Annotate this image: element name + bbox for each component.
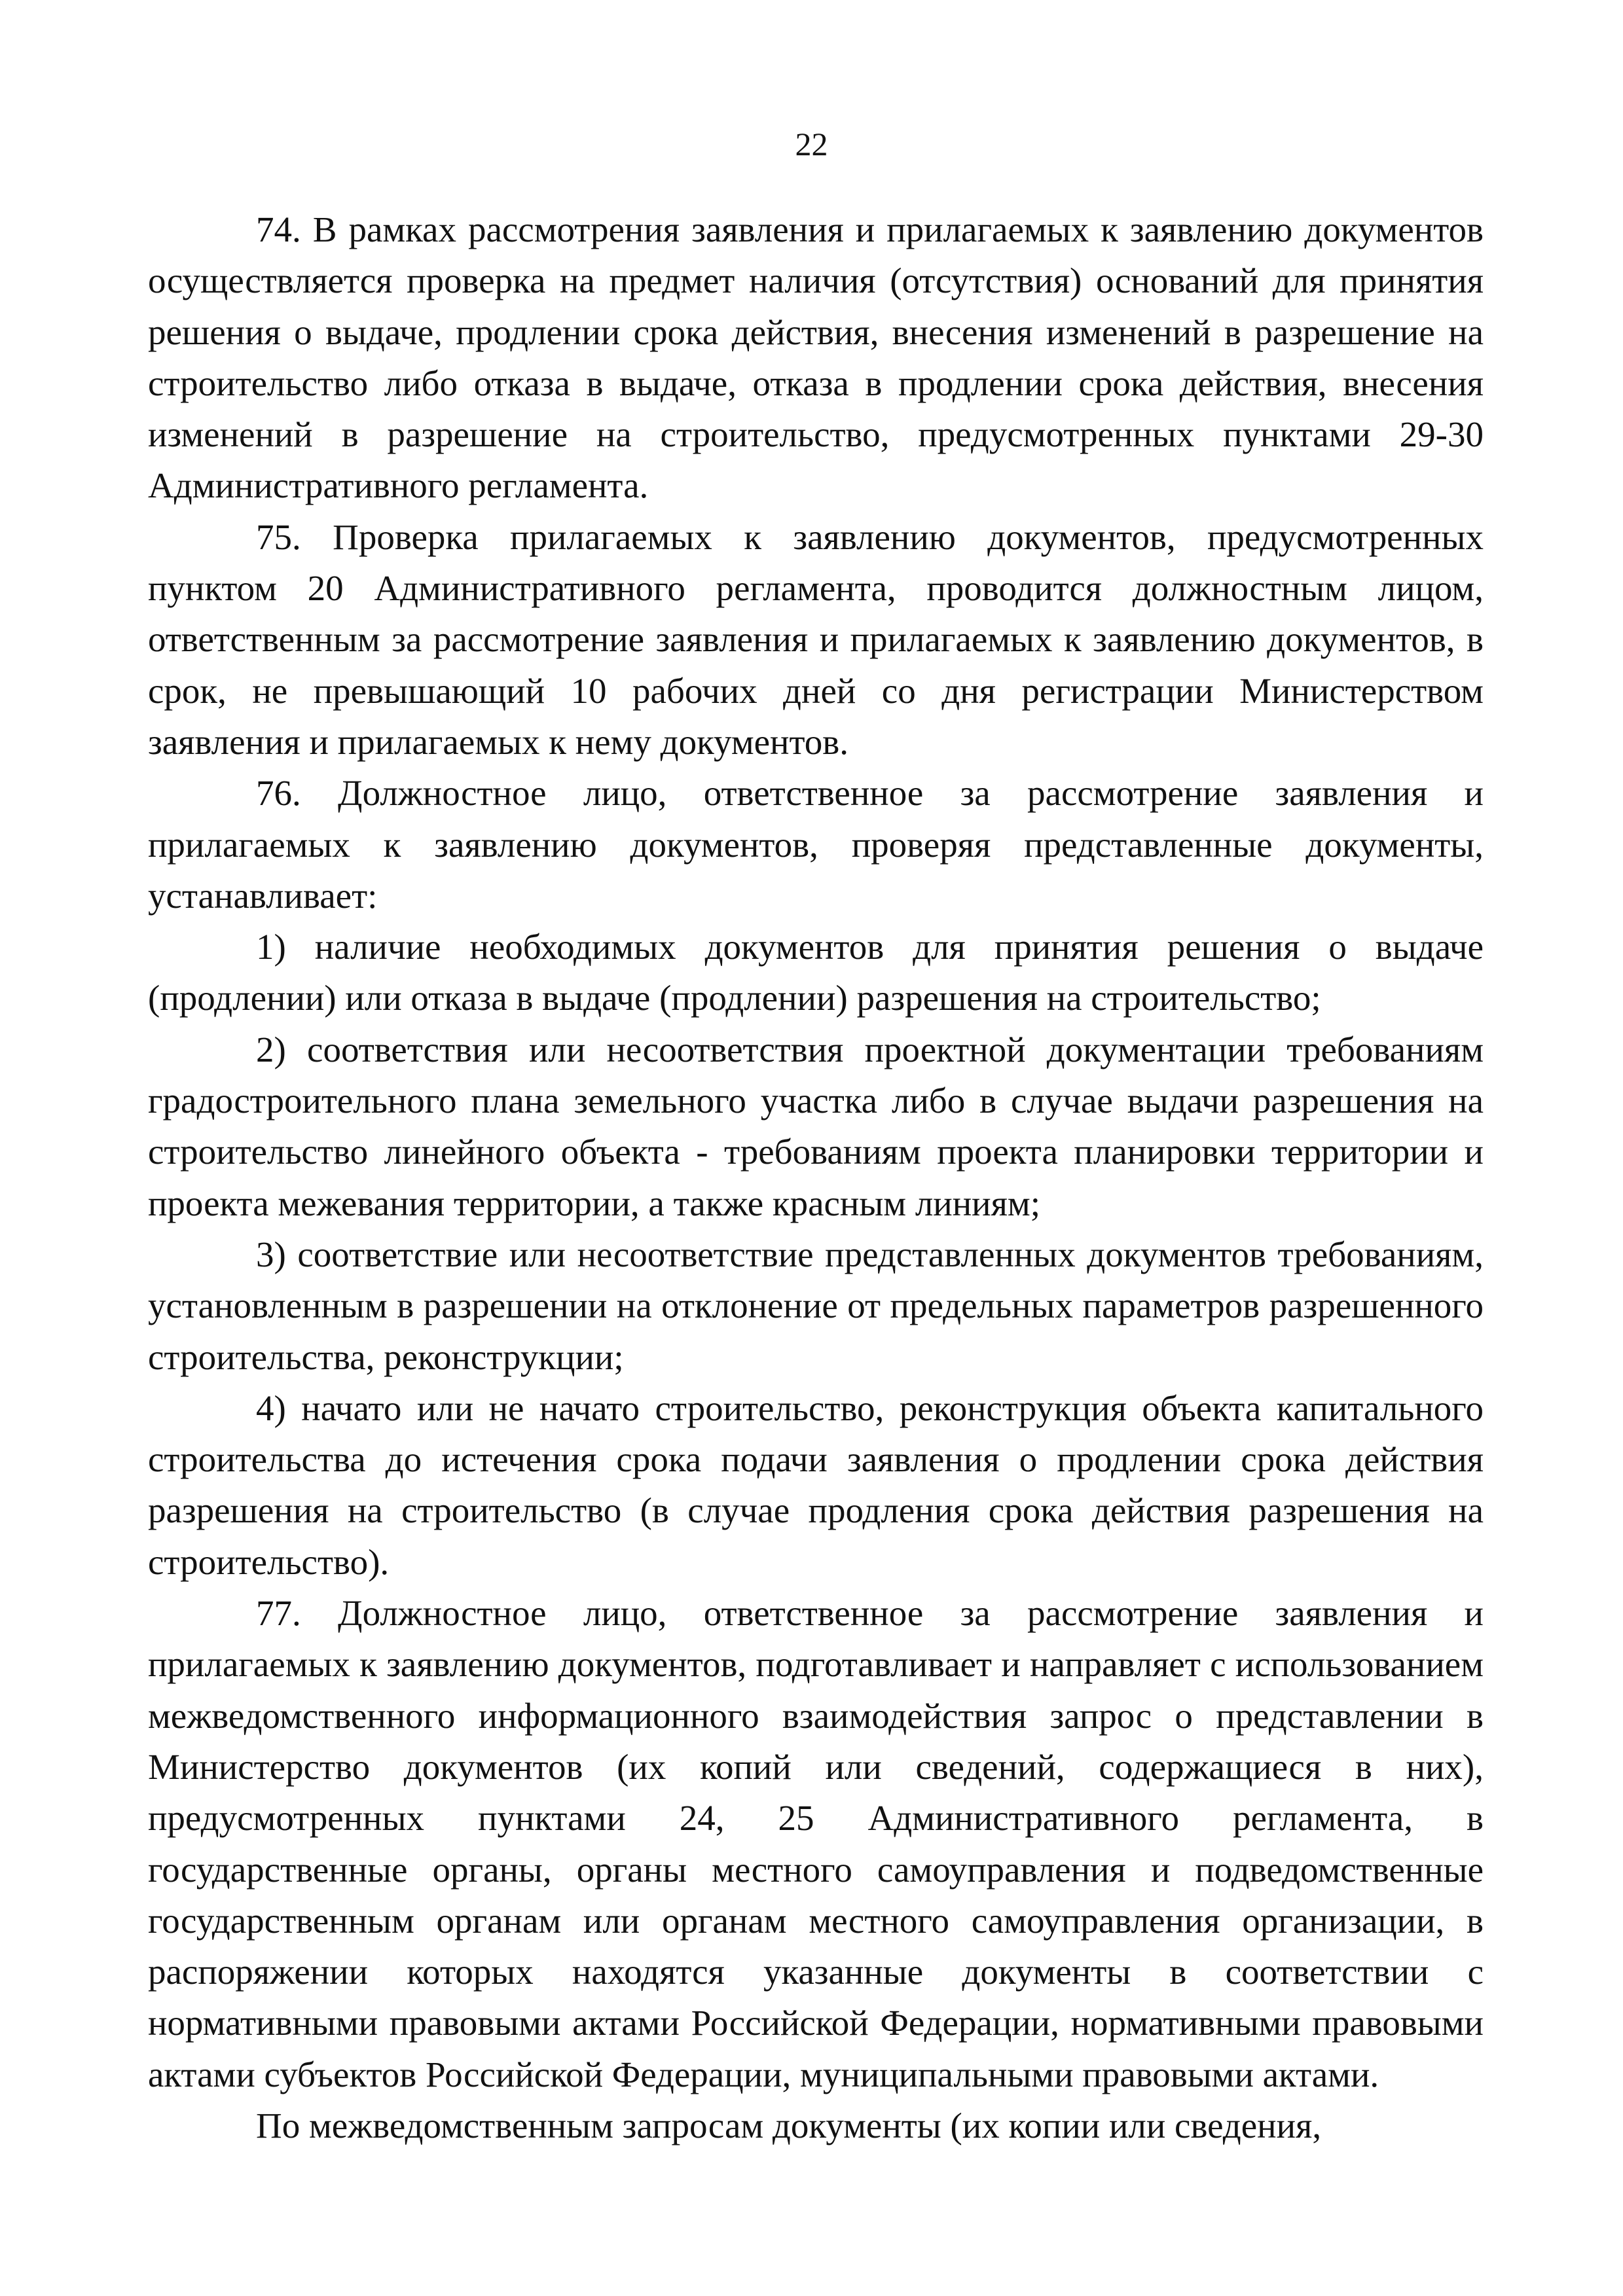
paragraph-76-item-3: 3) соответствие или несоответствие представленных документов требованиям, установленным в разрешении на отклонение от предельных параметров разрешенного строительства, реконструкции;	[148, 1234, 1484, 1377]
paragraph-77: 77. Должностное лицо, ответственное за рассмотрение заявления и прилагаемых к заявлению документов, подготавливает и направляет с использованием межведомственного информационного взаимодействия запрос о представлении в Министерство документов (их копий или сведений, содержащиеся в них), предусмотренных пунктами 24, 25 Административного регламента, в государственные органы, органы местного самоуправления и подведомственные государственным органам или органам местного самоуправления организации, в распоряжении которых находятся указанные документы в соответствии с нормативными правовыми актами Российской Федерации, нормативными правовыми актами субъектов Российской Федерации, муниципальными правовыми актами.	[148, 1593, 1484, 2094]
paragraph-76-item-4: 4) начато или не начато строительство, реконструкция объекта капитального строительства до истечения срока подачи заявления о продлении срока действия разрешения на строительство (в случае продления срока действия разрешения на строительство).	[148, 1388, 1484, 1582]
paragraph-76: 76. Должностное лицо, ответственное за рассмотрение заявления и прилагаемых к заявлению документов, проверяя представленные документы, устанавливает:	[148, 773, 1484, 916]
paragraph-75: 75. Проверка прилагаемых к заявлению документов, предусмотренных пунктом 20 Административного регламента, проводится должностным лицом, ответственным за рассмотрение заявления и прилагаемых к заявлению документов, в срок, не превышающий 10 рабочих дней со дня регистрации Министерством заявления и прилагаемых к нему документов.	[148, 516, 1484, 762]
paragraph-76-item-1: 1) наличие необходимых документов для принятия решения о выдаче (продлении) или отказа в выдаче (продлении) разрешения на строительство;	[148, 927, 1484, 1018]
page-number: 22	[795, 126, 828, 162]
paragraph-74: 74. В рамках рассмотрения заявления и прилагаемых к заявлению документов осуществляется проверка на предмет наличия (отсутствия) оснований для принятия решения о выдаче, продлении срока действия, внесения изменений в разрешение на строительство либо отказа в выдаче, отказа в продлении срока действия, внесения изменений в разрешение на строительство, предусмотренных пунктами 29-30 Административного регламента.	[148, 209, 1484, 506]
paragraph-continuation: По межведомственным запросам документы (их копии или сведения,	[256, 2105, 1322, 2145]
paragraph-76-item-2: 2) соответствия или несоответствия проектной документации требованиям градостроительного плана земельного участка либо в случае выдачи разрешения на строительство линейного объекта - требованиям проекта планировки территории и проекта межевания территории, а также красным линиям;	[148, 1029, 1484, 1223]
document-body	[148, 204, 1484, 2151]
